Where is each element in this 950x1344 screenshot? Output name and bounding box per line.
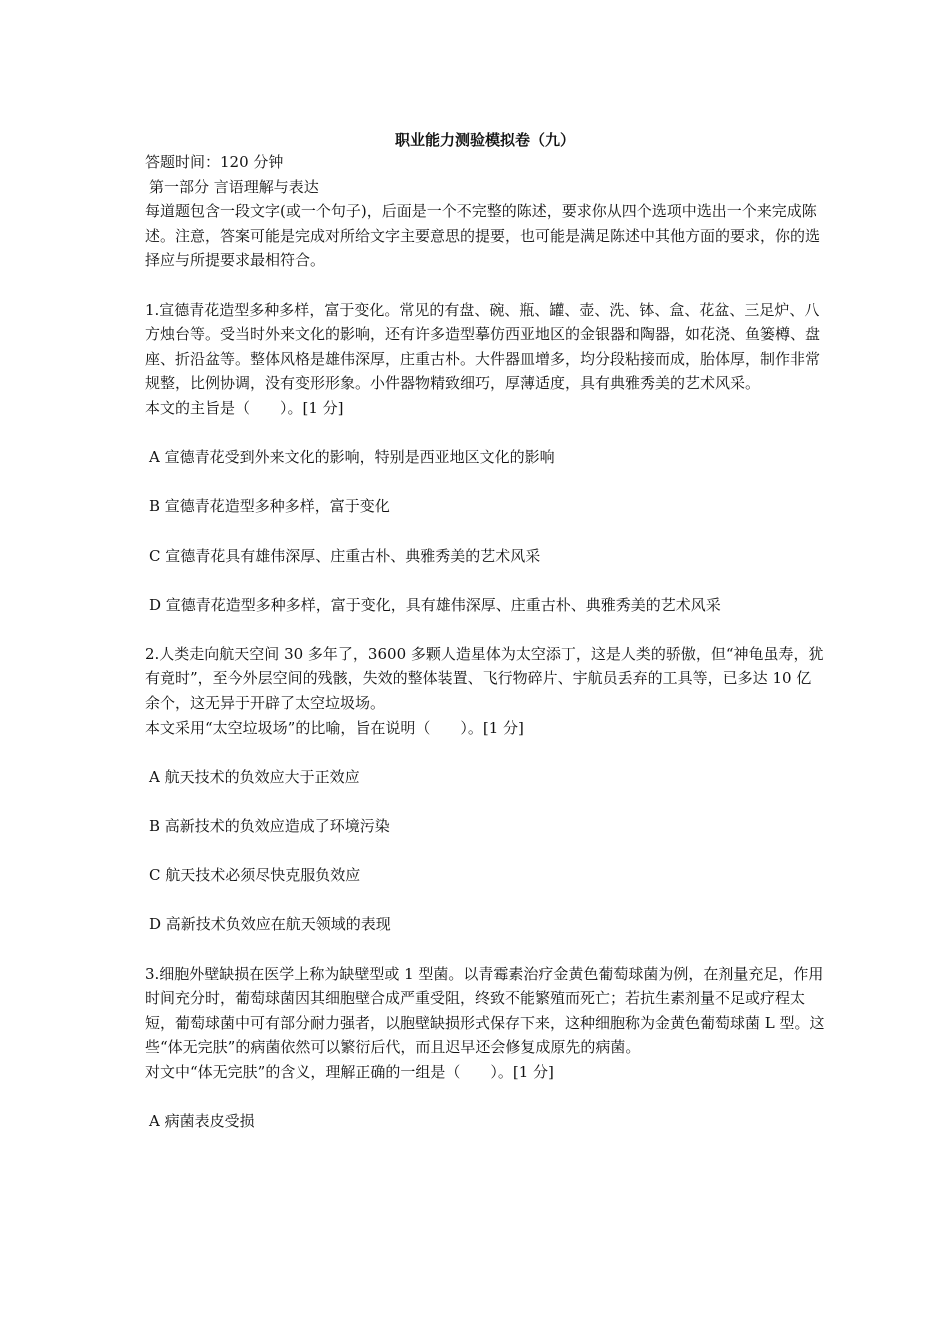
question-2-option-c[interactable]: C 航天技术必须尽快克服负效应 — [149, 866, 361, 885]
exam-time: 答题时间：120 分钟 — [145, 153, 284, 171]
spacer — [145, 617, 825, 642]
question-3-stem: 对文中“体无完肤”的含义，理解正确的一组是（ ）。[1 分] — [145, 1062, 554, 1081]
spacer — [145, 568, 825, 593]
spacer — [145, 470, 825, 495]
question-2-option-a[interactable]: A 航天技术的负效应大于正效应 — [149, 767, 360, 786]
instructions: 每道题包含一段文字(或一个句子)，后面是一个不完整的陈述，要求你从四个选项中选出一个来完成陈述。注意，答案可能是完成对所给文字主要意思的提要，也可能是满足陈述中其他方面的要求，你的选择应与所提要求最相符合。 — [145, 202, 821, 270]
question-2-passage: 2.人类走向航天空间 30 多年了，3600 多颗人造星体为太空添丁，这是人类的骄傲，但“神龟虽寿，犹有竟时”，至今外层空间的残骸，失效的整体装置、飞行物碎片、宇航员丢弃的工具等，已多达 10 亿余个，这无异于开辟了太空垃圾场。 — [145, 644, 824, 713]
question-1-option-d[interactable]: D 宣德青花造型多种多样，富于变化，具有雄伟深厚、庄重古朴、典雅秀美的艺术风采 — [149, 595, 721, 614]
spacer — [145, 740, 825, 765]
spacer — [145, 421, 825, 446]
spacer — [145, 1085, 825, 1110]
document-body — [145, 150, 825, 1134]
question-1-stem: 本文的主旨是（ ）。[1 分] — [145, 398, 344, 417]
question-3-passage: 3.细胞外壁缺损在医学上称为缺壁型或 1 型菌。以青霉素治疗金黄色葡萄球菌为例，在剂量充足，作用时间充分时，葡萄球菌因其细胞壁合成严重受阻，终致不能繁殖而死亡；若抗生素剂量不足或疗程太短，葡萄球菌中可有部分耐力强者，以胞壁缺损形式保存下来，这种细胞称为金黄色葡萄球菌 L 型。这些“体无完肤”的病菌依然可以繁衍后代，而且迟早还会修复成原先的病菌。 — [145, 964, 825, 1057]
spacer — [145, 888, 825, 913]
spacer — [145, 789, 825, 814]
question-1-option-b[interactable]: B 宣德青花造型多种多样，富于变化 — [149, 497, 390, 516]
question-2-option-b[interactable]: B 高新技术的负效应造成了环境污染 — [149, 817, 390, 836]
question-3-option-a[interactable]: A 病菌表皮受损 — [149, 1112, 255, 1131]
spacer — [145, 839, 825, 864]
question-1-option-c[interactable]: C 宣德青花具有雄伟深厚、庄重古朴、典雅秀美的艺术风采 — [149, 546, 541, 565]
document-page — [145, 0, 825, 1344]
question-2-stem: 本文采用“太空垃圾场”的比喻，旨在说明（ ）。[1 分] — [145, 718, 524, 737]
spacer — [145, 937, 825, 962]
question-2-option-d[interactable]: D 高新技术负效应在航天领域的表现 — [149, 915, 391, 934]
spacer — [145, 519, 825, 544]
question-1-passage: 1.宣德青花造型多种多样，富于变化。常见的有盘、碗、瓶、罐、壶、洗、钵、盒、花盆、三足炉、八方烛台等。受当时外来文化的影响，还有许多造型摹仿西亚地区的金银器和陶器，如花浇、鱼篓樽、盘座、折沿盆等。整体风格是雄伟深厚，庄重古朴。大件器皿增多，均分段粘接而成，胎体厚，制作非常规整，比例协调，没有变形形象。小件器物精致细巧，厚薄适度，具有典雅秀美的艺术风采。 — [145, 300, 821, 393]
question-1-option-a[interactable]: A 宣德青花受到外来文化的影响，特别是西亚地区文化的影响 — [149, 448, 555, 467]
section-heading: 第一部分 言语理解与表达 — [149, 177, 319, 196]
page-title: 职业能力测验模拟卷（九） — [394, 131, 575, 149]
spacer — [145, 273, 825, 298]
